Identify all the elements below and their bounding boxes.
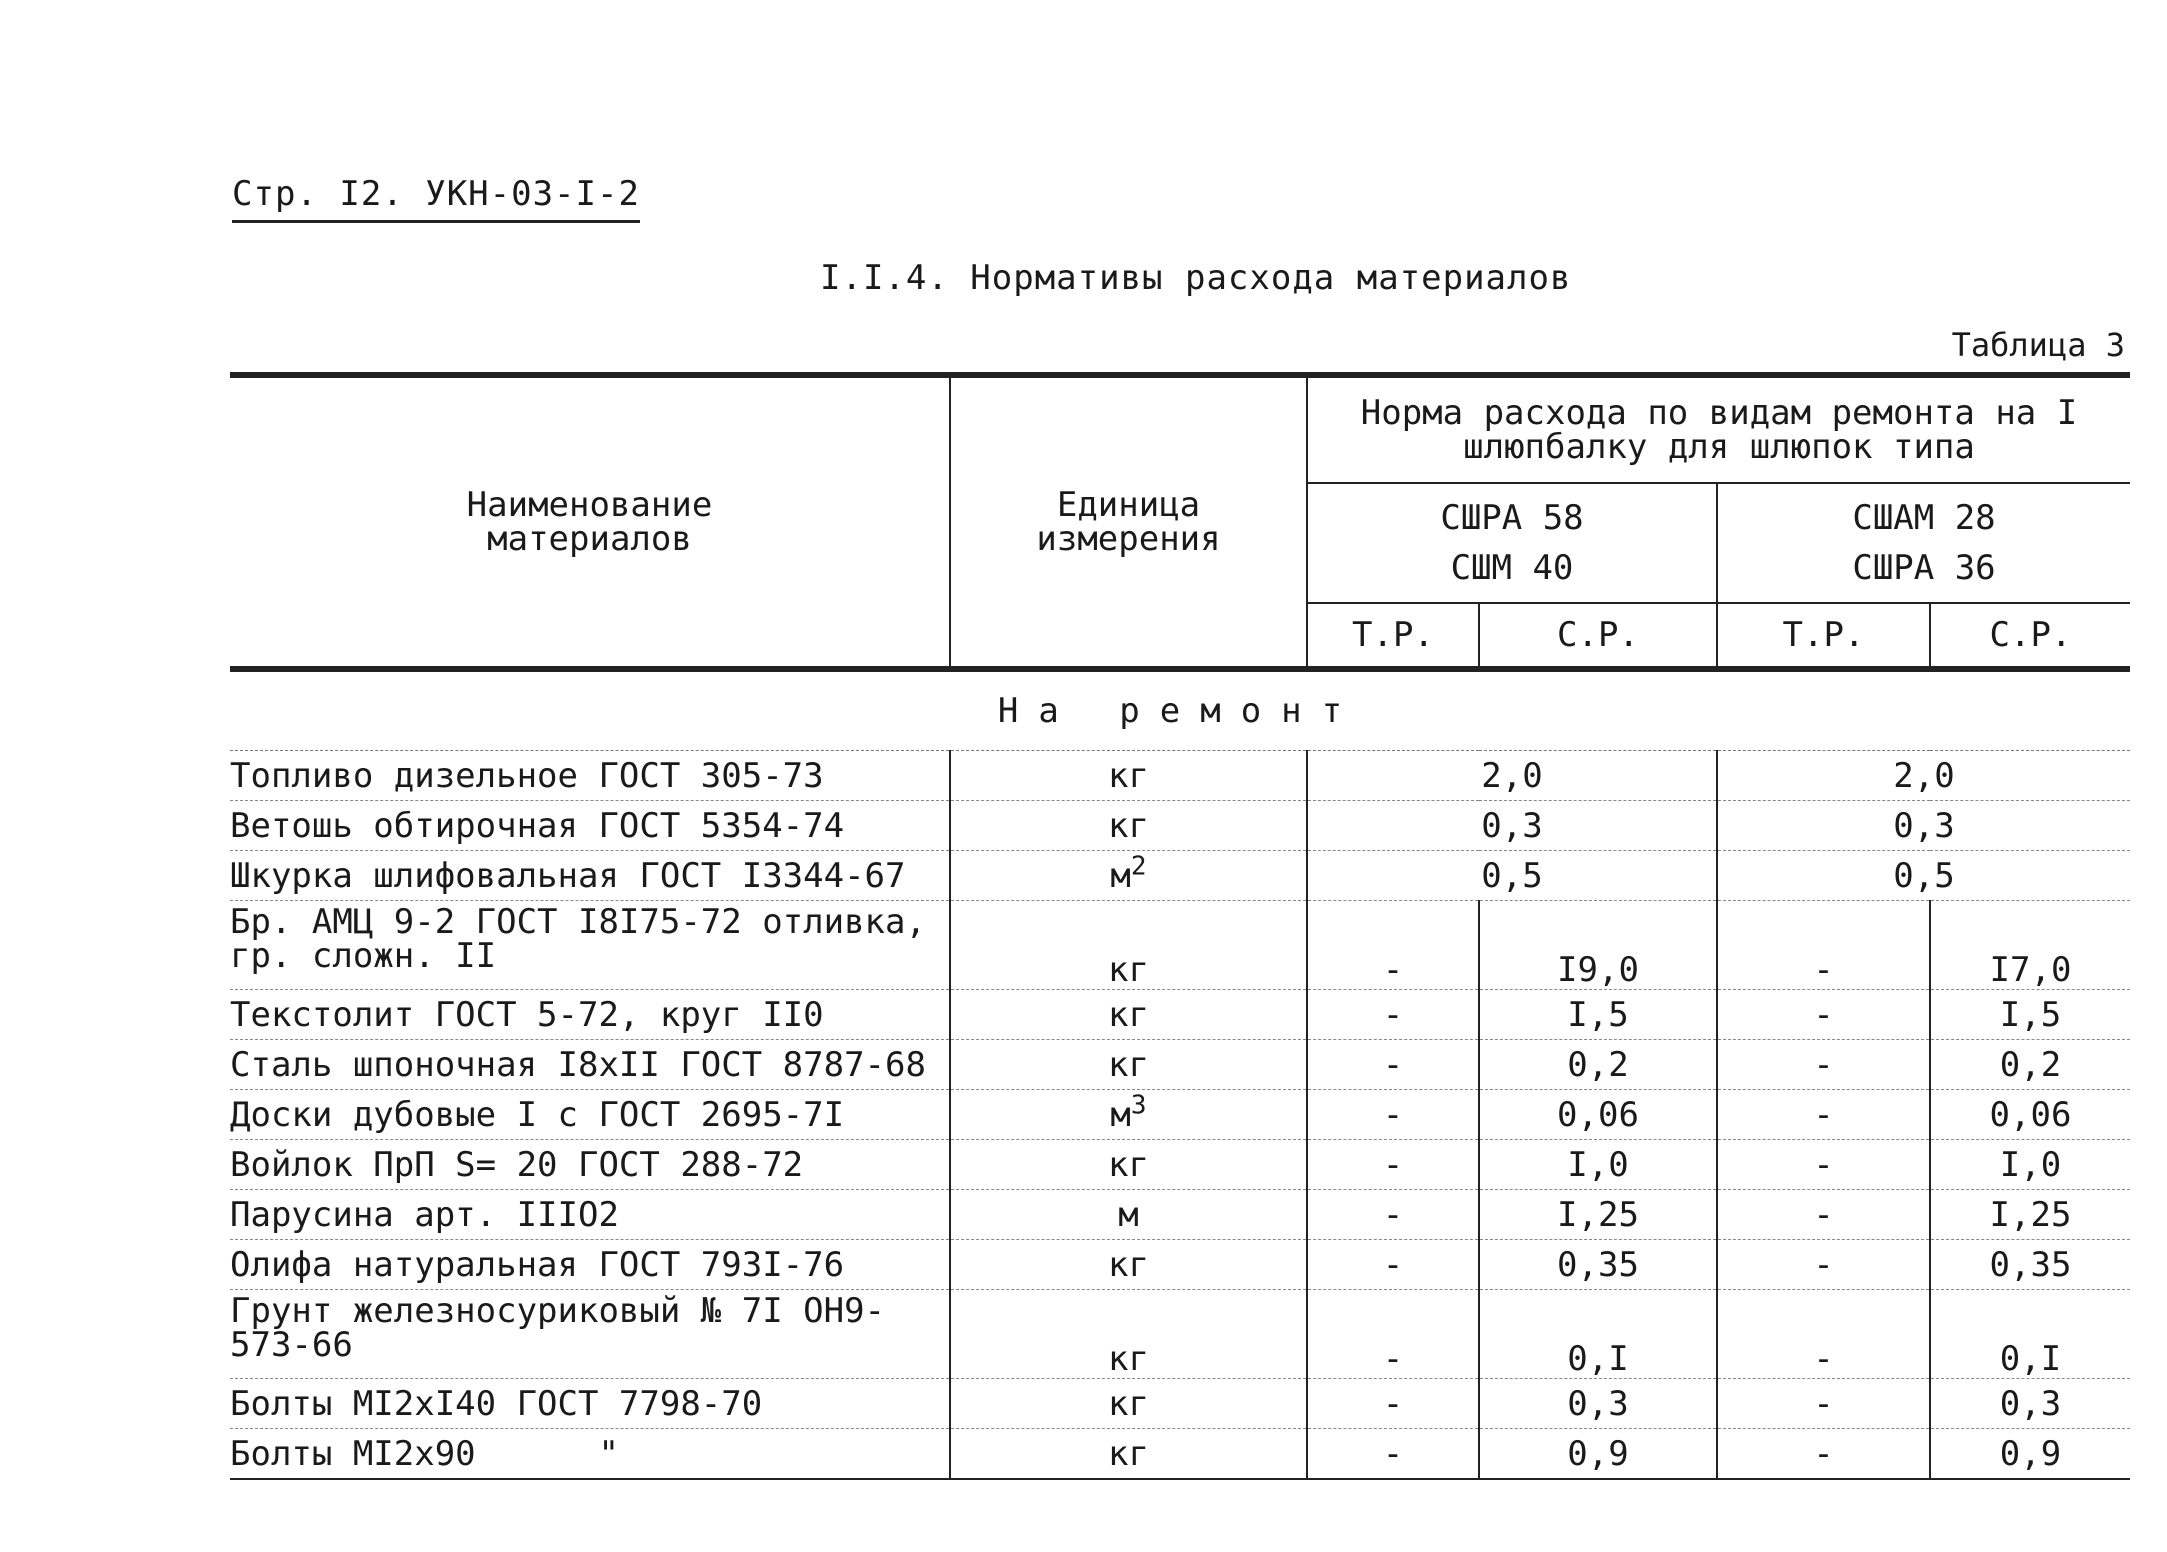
norm-tr-1: -: [1307, 1290, 1479, 1379]
norm-sr-1: I,0: [1479, 1140, 1717, 1190]
norm-tr-2: -: [1717, 1429, 1930, 1480]
norm-sr-2: 0,I: [1930, 1290, 2130, 1379]
norm-sr-1: I,5: [1479, 990, 1717, 1040]
material-name: Текстолит ГОСТ 5-72, круг II0: [230, 990, 950, 1040]
table-row: [230, 1090, 2130, 1140]
unit: кг: [950, 1429, 1307, 1480]
norm-tr-1: -: [1307, 1240, 1479, 1290]
table-row: [230, 901, 2130, 990]
norm-group-1: 0,5: [1307, 851, 1717, 901]
norm-tr-2: -: [1717, 990, 1930, 1040]
unit: кг: [950, 1379, 1307, 1429]
norm-sr-2: 0,35: [1930, 1240, 2130, 1290]
table-row: [230, 751, 2130, 801]
norm-sr-1: 0,9: [1479, 1429, 1717, 1480]
header-unit: Единица измерения: [950, 375, 1307, 669]
material-name: Топливо дизельное ГОСТ 305-73: [230, 751, 950, 801]
material-name: Сталь шпоночная I8xII ГОСТ 8787-68: [230, 1040, 950, 1090]
norm-tr-1: -: [1307, 1040, 1479, 1090]
section-label: На ремонт: [230, 669, 2130, 751]
material-name: Олифа натуральная ГОСТ 793I-76: [230, 1240, 950, 1290]
norm-sr-1: 0,06: [1479, 1090, 1717, 1140]
norm-tr-1: -: [1307, 1429, 1479, 1480]
material-name: Болты МI2xI40 ГОСТ 7798-70: [230, 1379, 950, 1429]
norm-tr-1: -: [1307, 901, 1479, 990]
material-name: Парусина арт. IIIO2: [230, 1190, 950, 1240]
table-row: [230, 851, 2130, 901]
material-name: Болты МI2x90 ": [230, 1429, 950, 1480]
norm-tr-2: -: [1717, 1240, 1930, 1290]
unit: кг: [950, 1240, 1307, 1290]
header-boat-group-2: СШАМ 28 СШРА 36: [1717, 483, 2130, 603]
header-norm: Норма расхода по видам ремонта на I шлюпбалку для шлюпок типа: [1307, 375, 2130, 483]
norm-group-1: 0,3: [1307, 801, 1717, 851]
material-name: Грунт железносуриковый № 7I ОН9-573-66: [230, 1290, 950, 1379]
header-boat-group-1: СШРА 58 СШМ 40: [1307, 483, 1717, 603]
norm-tr-2: -: [1717, 1140, 1930, 1190]
table-header: [230, 375, 2130, 669]
norm-sr-2: I,25: [1930, 1190, 2130, 1240]
norm-group-2: 0,5: [1717, 851, 2130, 901]
unit: кг: [950, 1040, 1307, 1090]
header-tr-1: Т.Р.: [1307, 603, 1479, 669]
material-name: Войлок ПрП S= 20 ГОСТ 288-72: [230, 1140, 950, 1190]
materials-norms-table: [230, 372, 2130, 1480]
unit: кг: [950, 801, 1307, 851]
norm-sr-1: 0,I: [1479, 1290, 1717, 1379]
norm-sr-1: 0,3: [1479, 1379, 1717, 1429]
norm-tr-2: -: [1717, 1290, 1930, 1379]
header-sr-1: С.Р.: [1479, 603, 1717, 669]
norm-sr-1: I9,0: [1479, 901, 1717, 990]
table-row: [230, 1429, 2130, 1480]
table-label: Таблица 3: [1951, 326, 2125, 364]
norm-sr-2: 0,9: [1930, 1429, 2130, 1480]
norm-tr-1: -: [1307, 1379, 1479, 1429]
table-row: [230, 1240, 2130, 1290]
table-row: [230, 1290, 2130, 1379]
page-reference: Стр. I2. УКН-03-I-2: [232, 174, 640, 223]
norm-sr-1: I,25: [1479, 1190, 1717, 1240]
unit: кг: [950, 990, 1307, 1040]
norm-tr-1: -: [1307, 1190, 1479, 1240]
norm-tr-1: -: [1307, 1090, 1479, 1140]
table-row: [230, 1040, 2130, 1090]
unit: кг: [950, 1140, 1307, 1190]
norm-tr-2: -: [1717, 1040, 1930, 1090]
norm-sr-2: I,0: [1930, 1140, 2130, 1190]
norm-tr-2: -: [1717, 1190, 1930, 1240]
unit: $м^2$: [950, 851, 1307, 901]
norm-sr-2: 0,3: [1930, 1379, 2130, 1429]
material-name: Шкурка шлифовальная ГОСТ I3344-67: [230, 851, 950, 901]
norm-tr-1: -: [1307, 990, 1479, 1040]
unit: кг: [950, 901, 1307, 990]
material-name: Доски дубовые I с ГОСТ 2695-7I: [230, 1090, 950, 1140]
norm-tr-1: -: [1307, 1140, 1479, 1190]
norm-group-2: 2,0: [1717, 751, 2130, 801]
header-material-name: Наименование материалов: [230, 375, 950, 669]
material-name: Ветошь обтирочная ГОСТ 5354-74: [230, 801, 950, 851]
section-title: I.I.4. Нормативы расхода материалов: [820, 258, 1572, 298]
norm-tr-2: -: [1717, 1090, 1930, 1140]
unit: $м^3$: [950, 1090, 1307, 1140]
table-row: [230, 990, 2130, 1040]
norm-group-2: 0,3: [1717, 801, 2130, 851]
norm-sr-2: I7,0: [1930, 901, 2130, 990]
norm-tr-2: -: [1717, 1379, 1930, 1429]
table-row: [230, 801, 2130, 851]
norm-sr-1: 0,35: [1479, 1240, 1717, 1290]
table-row: [230, 1140, 2130, 1190]
unit: кг: [950, 1290, 1307, 1379]
table-body: [230, 669, 2130, 1479]
table-row: [230, 1379, 2130, 1429]
material-name: Бр. АМЦ 9-2 ГОСТ I8I75-72 отливка, гр. сложн. II: [230, 901, 950, 990]
norm-sr-2: I,5: [1930, 990, 2130, 1040]
norm-sr-2: 0,06: [1930, 1090, 2130, 1140]
norm-tr-2: -: [1717, 901, 1930, 990]
unit: м: [950, 1190, 1307, 1240]
norm-group-1: 2,0: [1307, 751, 1717, 801]
table-row: [230, 1190, 2130, 1240]
header-sr-2: С.Р.: [1930, 603, 2130, 669]
unit: кг: [950, 751, 1307, 801]
norm-sr-1: 0,2: [1479, 1040, 1717, 1090]
norm-sr-2: 0,2: [1930, 1040, 2130, 1090]
header-tr-2: Т.Р.: [1717, 603, 1930, 669]
